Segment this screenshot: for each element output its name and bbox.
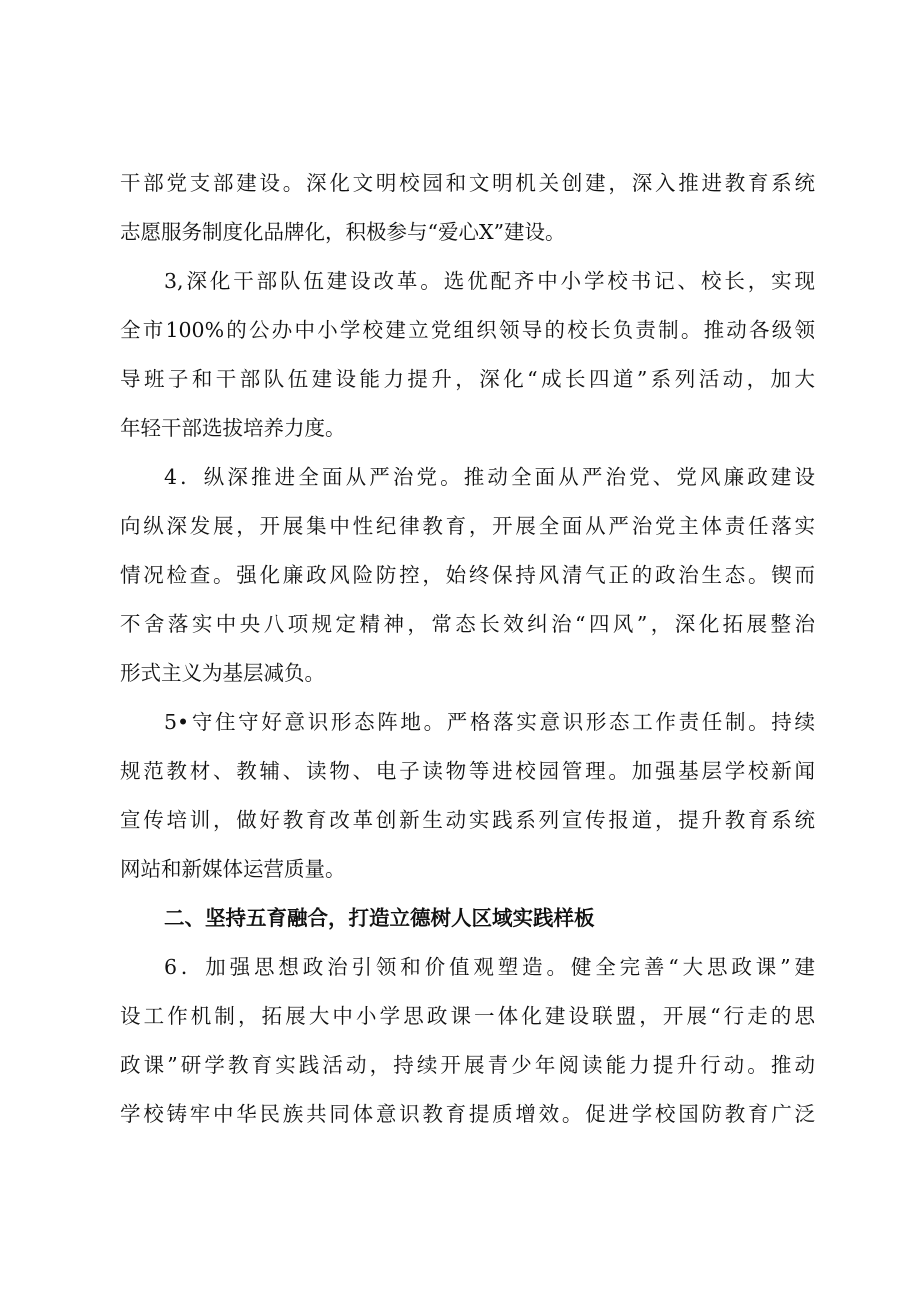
paragraph-first-line: 5•守住守好意识形态阵地。严格落实意识形态工作责任制。持续 — [164, 710, 815, 734]
text-line: 设工作机制，拓展大中小学思政课一体化建设联盟，开展“行走的思 — [120, 1004, 815, 1028]
text-line: 年轻干部选拔培养力度。 — [120, 416, 346, 440]
paragraph-first-line: 6．加强思想政治引领和价值观塑造。健全完善“大思政课”建 — [164, 955, 815, 979]
text-line: 政课”研学教育实践活动，持续开展青少年阅读能力提升行动。推动 — [120, 1053, 815, 1077]
text-line: 形式主义为基层减负。 — [120, 661, 325, 685]
text-line: 宣传培训，做好教育改革创新生动实践系列宣传报道，提升教育系统 — [120, 808, 815, 832]
paragraph-first-line: 4．纵深推进全面从严治党。推动全面从严治党、党风廉政建设 — [164, 465, 815, 489]
text-line: 学校铸牢中华民族共同体意识教育提质增效。促进学校国防教育广泛 — [120, 1102, 815, 1126]
text-line: 规范教材、教辅、读物、电子读物等进校园管理。加强基层学校新闻 — [120, 759, 815, 783]
text-line: 干部党支部建设。深化文明校园和文明机关创建，深入推进教育系统 — [120, 171, 815, 195]
paragraph-first-line: 3,深化干部队伍建设改革。选优配齐中小学校书记、校长，实现 — [164, 269, 815, 293]
text-line: 不舍落实中央八项规定精神，常态长效纠治“四风”，深化拓展整治 — [120, 612, 815, 636]
text-line: 情况检查。强化廉政风险防控，始终保持风清气正的政治生态。锲而 — [120, 563, 815, 587]
text-line: 全市100%的公办中小学校建立党组织领导的校长负责制。推动各级领 — [120, 318, 815, 342]
text-line: 导班子和干部队伍建设能力提升，深化“成长四道”系列活动，加大 — [120, 367, 815, 391]
section-heading: 二、坚持五育融合，打造立德树人区域实践样板 — [164, 906, 595, 930]
text-line: 向纵深发展，开展集中性纪律教育，开展全面从严治党主体责任落实 — [120, 514, 815, 538]
text-line: 志愿服务制度化品牌化，积极参与“爱心X”建设。 — [120, 220, 566, 244]
text-line: 网站和新媒体运营质量。 — [120, 857, 346, 881]
